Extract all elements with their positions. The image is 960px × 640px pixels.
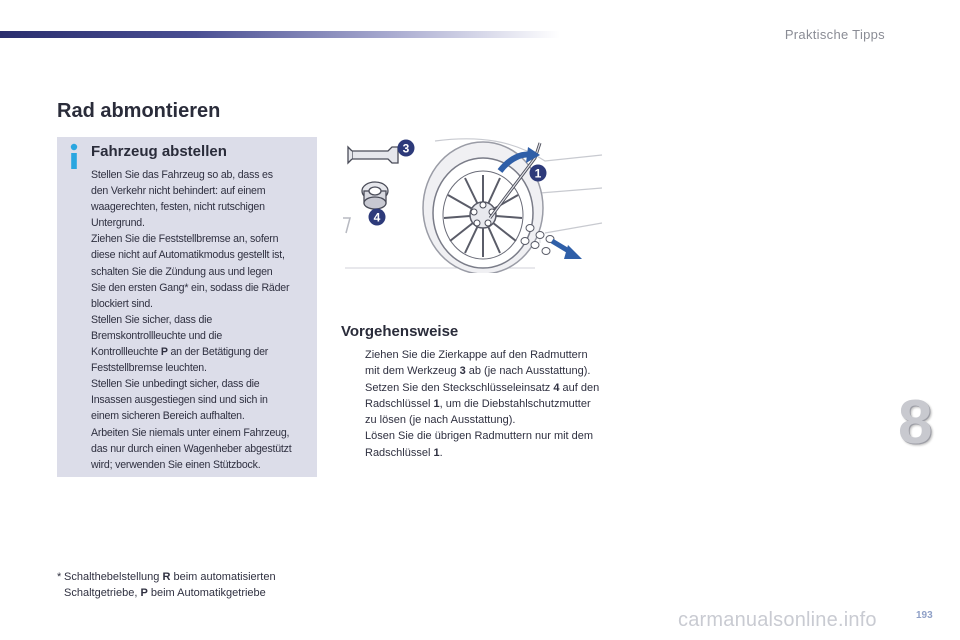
info-line: Stellen Sie das Fahrzeug so ab, dass es: [91, 169, 273, 181]
callout-label: 1: [534, 166, 542, 181]
info-line: Bremskontrollleuchte und die: [91, 329, 223, 342]
footnote-text: Schalthebelstellung R beim automatisierten Schaltgetriebe, P beim Automatikgetriebe: [64, 571, 276, 599]
procedure-list: [341, 347, 601, 461]
info-line: Untergrund.: [91, 217, 145, 230]
footnote-marker: *: [57, 571, 62, 583]
callout-label: 4: [373, 210, 381, 225]
info-line: Stellen Sie unbedingt sicher, dass die: [91, 378, 260, 391]
info-line: schalten Sie die Zündung aus und legen: [91, 265, 273, 278]
page-title: Rad abmontieren: [57, 100, 221, 122]
section-label: Praktische Tipps: [784, 27, 885, 42]
info-icon: [67, 143, 81, 171]
info-line-indicator: Kontrollleuchte P an der Betätigung der: [91, 346, 269, 359]
info-line: Insassen ausgestiegen sind und sich in: [91, 394, 268, 407]
info-line: Sie den ersten Gang* ein, sodass die Räder: [91, 281, 290, 294]
watermark[interactable]: carmanualsonline.info: [678, 609, 877, 631]
procedure-title: Vorgehensweise: [341, 323, 459, 340]
info-line: Ziehen Sie die Feststellbremse an, sofern: [91, 233, 279, 246]
procedure-step: Lösen Sie die übrigen Radmuttern nur mit dem Radschlüssel 1.: [365, 430, 594, 459]
procedure-step: Setzen Sie den Steckschlüsseleinsatz 4 auf den Radschlüssel 1, um die Diebstahlschutzmutter zu lösen (je nach Ausstattung).: [365, 381, 600, 427]
page-number: 193: [916, 610, 933, 621]
info-line: Arbeiten Sie niemals unter einem Fahrzeug,: [91, 426, 290, 439]
wheel-removal-illustration: [340, 133, 605, 273]
footnote: [57, 569, 327, 601]
chapter-number: 8: [898, 388, 933, 457]
info-box-text: [91, 167, 313, 473]
info-line: blockiert sind.: [91, 297, 153, 310]
info-line: diese nicht auf Automatikmodus gestellt ist,: [91, 249, 285, 262]
info-line: den Verkehr nicht behindert: auf einem: [91, 185, 266, 198]
info-box: [57, 137, 317, 477]
info-line: das nur durch einen Wagenheber abgestützt: [91, 442, 292, 455]
procedure-step: Ziehen Sie die Zierkappe auf den Radmuttern mit dem Werkzeug 3 ab (je nach Ausstattung).: [365, 349, 591, 378]
info-line: einem sicheren Bereich aufhalten.: [91, 410, 245, 423]
info-line: Feststellbremse leuchten.: [91, 362, 207, 375]
info-line: Stellen Sie sicher, dass die: [91, 313, 213, 326]
info-box-title: Fahrzeug abstellen: [91, 143, 227, 160]
callout-label: 3: [402, 141, 410, 156]
info-line: wird; verwenden Sie einen Stützbock.: [91, 458, 261, 471]
header-bar: [0, 31, 560, 38]
info-line: waagerechten, festen, nicht rutschigen: [91, 201, 265, 214]
